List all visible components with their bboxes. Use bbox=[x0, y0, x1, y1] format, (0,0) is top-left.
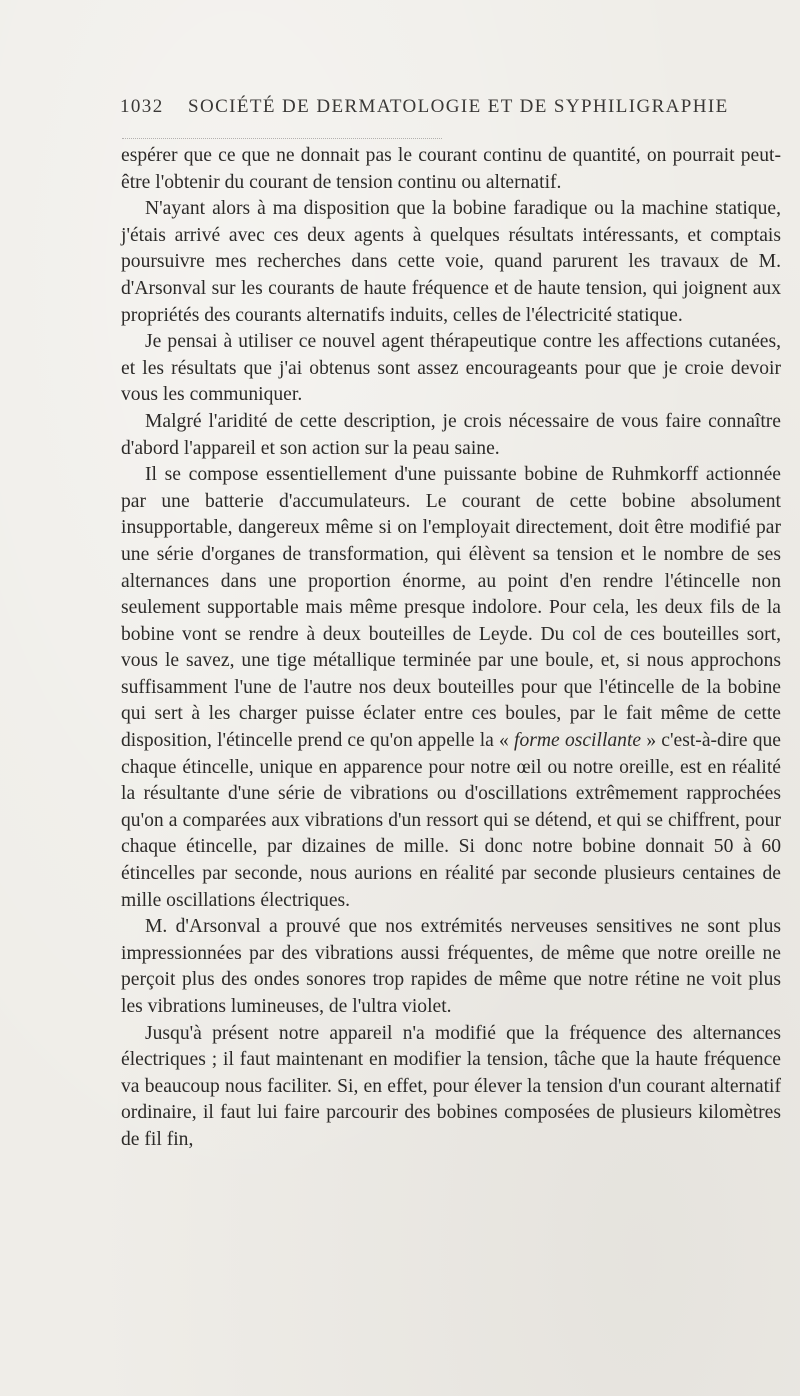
paragraph-text: » c'est-à-dire que chaque étincelle, unique en apparence pour notre œil ou notre oreille, est en réalité la résultante d'une série de vibrations ou d'oscillations extrêmement rapprochées qu'on a comparées aux vibrations d'un ressort qui se détend, et qui se chiffrent, pour chaque étincelle, par dizaines de mille. Si donc notre bobine donnait 50 à 60 étincelles par seconde, nous aurions en réalité par seconde plusieurs centaines de mille oscillations électriques. bbox=[121, 730, 781, 911]
page-number: 1032 bbox=[120, 96, 164, 117]
running-head bbox=[120, 96, 729, 122]
paragraph: Jusqu'à présent notre appareil n'a modifié que la fréquence des alternances électriques ; il faut maintenant en modifier la tension, tâche que la haute fréquence va beaucoup nous faciliter. Si, en effet, pour élever la tension d'un courant alternatif ordinaire, il faut lui faire parcourir des bobines composées de plusieurs kilomètres de fil fin, bbox=[121, 1022, 781, 1150]
paragraph bbox=[121, 462, 781, 914]
paragraph: Je pensai à utiliser ce nouvel agent thérapeutique contre les affections cutanées, et les résultats que j'ai obtenus sont assez encourageants pour que je croie devoir vous les communiquer. bbox=[121, 331, 781, 406]
body-text bbox=[121, 143, 781, 1154]
paragraph: espérer que ce que ne donnait pas le courant continu de quantité, on pourrait peut-être l'obtenir du courant de tension continu ou alternatif. bbox=[121, 145, 781, 193]
emphasis-text: forme oscillante bbox=[514, 730, 642, 752]
header-rule bbox=[122, 138, 442, 139]
paragraph: M. d'Arsonval a prouvé que nos extrémités nerveuses sensitives ne sont plus impressionnées par des vibrations aussi fréquentes, de même que notre oreille ne perçoit plus des ondes sonores trop rapides de même que notre rétine ne voit plus les vibrations lumineuses, de l'ultra violet. bbox=[121, 916, 781, 1017]
paragraph: N'ayant alors à ma disposition que la bobine faradique ou la machine statique, j'étais arrivé avec ces deux agents à quelques résultats intéressants, et comptais poursuivre mes recherches dans cette voie, quand parurent les travaux de M. d'Arsonval sur les courants de haute fréquence et de haute tension, qui joignent aux propriétés des courants alternatifs induits, celles de l'électricité statique. bbox=[121, 198, 781, 326]
paragraph: Malgré l'aridité de cette description, je crois nécessaire de vous faire connaître d'abord l'appareil et son action sur la peau saine. bbox=[121, 410, 781, 459]
running-title: SOCIÉTÉ DE DERMATOLOGIE ET DE SYPHILIGRAPHIE bbox=[188, 96, 729, 117]
paragraph-text: Il se compose essentiellement d'une puissante bobine de Ruhmkorff actionnée par une batterie d'accumulateurs. Le courant de cette bobine absolument insupportable, dangereux même si on l'employait directement, doit être modifié par une série d'organes de transformation, qui élèvent sa tension et le nombre de ses alternances dans une proportion énorme, au point d'en rendre l'étincelle non seulement supportable mais même presque indolore. Pour cela, les deux fils de la bobine vont se rendre à deux bouteilles de Leyde. Du col de ces bouteilles sort, vous le savez, une tige métallique terminée par une boule, et, si nous approchons suffisamment l'une de l'autre nos deux bouteilles pour que l'étincelle de la bobine qui sert à les charger puisse éclater entre ces boules, par le fait même de cette disposition, l'étincelle prend ce qu'on appelle la « bbox=[121, 464, 781, 752]
